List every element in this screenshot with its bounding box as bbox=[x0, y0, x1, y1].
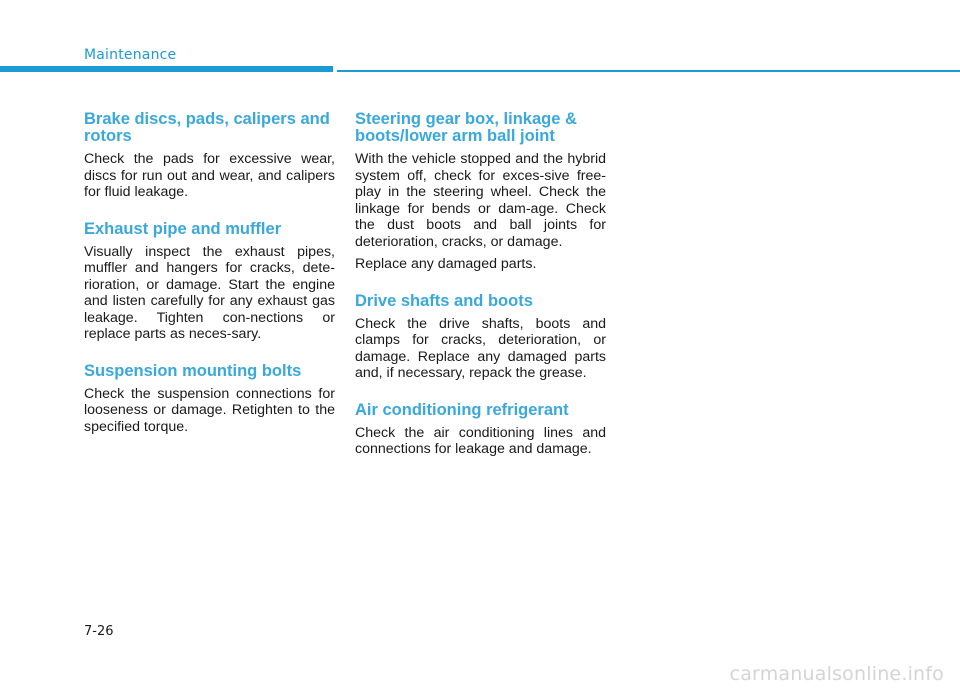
section-title: Maintenance bbox=[84, 47, 177, 63]
right-column bbox=[355, 111, 606, 478]
suspension-section bbox=[84, 363, 335, 436]
exhaust-text: Visually inspect the exhaust pipes, muffler and hangers for cracks, dete-rioration, or damage. Start the engine and listen carefully for any exhaust gas leakage. Tighten con-nections or replace parts as neces-sary. bbox=[84, 243, 335, 342]
brake-section bbox=[84, 111, 335, 201]
ac-section bbox=[355, 402, 606, 458]
suspension-heading: Suspension mounting bolts bbox=[84, 361, 302, 380]
drive-shafts-text: Check the drive shafts, boots and clamps for cracks, deterioration, or damage. Replace any damaged parts and, if necessary, repack the grease. bbox=[355, 315, 606, 381]
header-rule-thick bbox=[0, 66, 333, 72]
exhaust-section bbox=[84, 221, 335, 343]
steering-text: With the vehicle stopped and the hybrid system off, check for exces-sive free-play in the steering wheel. Check the linkage for bends or dam-age. Check the dust boots and ball joints for deterioration, cracks, or damage. bbox=[355, 151, 606, 250]
steering-section bbox=[355, 111, 606, 273]
ac-heading: Air conditioning refrigerant bbox=[355, 400, 569, 419]
ac-text: Check the air conditioning lines and connections for leakage and damage. bbox=[355, 424, 606, 457]
brake-heading: Brake discs, pads, calipers and rotors bbox=[84, 110, 330, 145]
steering-heading: Steering gear box, linkage & boots/lower arm ball joint bbox=[355, 110, 577, 145]
page-number: 7-26 bbox=[84, 624, 114, 639]
drive-shafts-heading: Drive shafts and boots bbox=[355, 291, 533, 310]
left-column bbox=[84, 111, 335, 455]
watermark: carmanualsonline.info bbox=[729, 663, 944, 685]
exhaust-heading: Exhaust pipe and muffler bbox=[84, 219, 282, 238]
suspension-text: Check the suspension connections for looseness or damage. Retighten to the specified torque. bbox=[84, 385, 335, 435]
drive-shafts-section bbox=[355, 293, 606, 382]
steering-replace-text: Replace any damaged parts. bbox=[355, 256, 537, 272]
brake-text: Check the pads for excessive wear, discs for run out and wear, and calipers for fluid leakage. bbox=[84, 151, 335, 200]
header-rule-thin bbox=[337, 70, 960, 72]
